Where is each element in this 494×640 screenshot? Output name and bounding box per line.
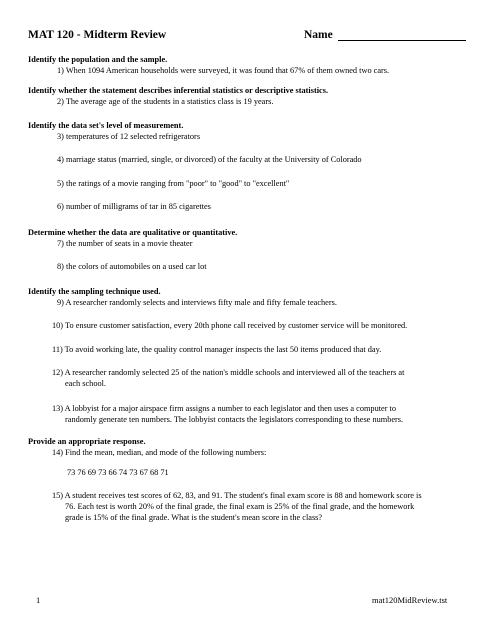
question-14: 14) Find the mean, median, and mode of the following numbers: [52,448,267,457]
question-9: 9) A researcher randomly selects and interviews fifty male and fifty female teachers. [57,298,337,307]
question-12: 12) A researcher randomly selected 25 of the nation's middle schools and interviewed all of the teachers at [52,368,405,377]
question-15-continuation-2: grade is 15% of the final grade. What is the student's mean score in the class? [65,513,323,522]
section-heading-qualitative: Determine whether the data are qualitative or quantitative. [28,228,238,237]
page-title: MAT 120 - Midterm Review [28,29,167,41]
footer-filename: mat120MidReview.tst [372,595,448,605]
section-heading-sampling: Identify the sampling technique used. [28,287,161,296]
question-8: 8) the colors of automobiles on a used car lot [57,262,207,271]
question-11: 11) To avoid working late, the quality control manager inspects the last 50 items produced that day. [52,345,382,354]
question-12-continuation: each school. [65,379,107,388]
page-number: 1 [36,595,41,605]
question-14-data: 73 76 69 73 66 74 73 67 68 71 [67,468,169,477]
question-15: 15) A student receives test scores of 62, 83, and 91. The student's final exam score is 88 and homework score is [52,491,422,500]
question-6: 6) number of milligrams of tar in 85 cigarettes [57,202,211,211]
question-2: 2) The average age of the students in a statistics class is 19 years. [57,97,274,106]
question-13: 13) A lobbyist for a major airspace firm assigns a number to each legislator and then uses a computer to [52,404,396,413]
question-5: 5) the ratings of a movie ranging from "poor" to "good" to "excellent" [57,179,290,188]
section-heading-response: Provide an appropriate response. [28,437,146,446]
question-7: 7) the number of seats in a movie theater [57,239,193,248]
question-3: 3) temperatures of 12 selected refrigerators [57,132,201,141]
question-10: 10) To ensure customer satisfaction, every 20th phone call received by customer service will be monitored. [52,321,408,330]
name-label: Name [304,29,333,41]
question-15-continuation-1: 76. Each test is worth 20% of the final grade, the final exam is 25% of the final grade, and the homework [65,502,415,511]
question-4: 4) marriage status (married, single, or divorced) of the faculty at the University of Colorado [57,155,362,164]
section-heading-inferential: Identify whether the statement describes inferential statistics or descriptive statistics. [28,86,329,95]
question-13-continuation: randomly generate ten numbers. The lobbyist contacts the legislators corresponding to these numbers. [65,415,404,424]
section-heading-population: Identify the population and the sample. [28,55,168,64]
question-1: 1) When 1094 American households were surveyed, it was found that 67% of them owned two cars. [57,66,390,75]
name-blank-line [338,40,466,41]
section-heading-measurement: Identify the data set's level of measurement. [28,121,184,130]
